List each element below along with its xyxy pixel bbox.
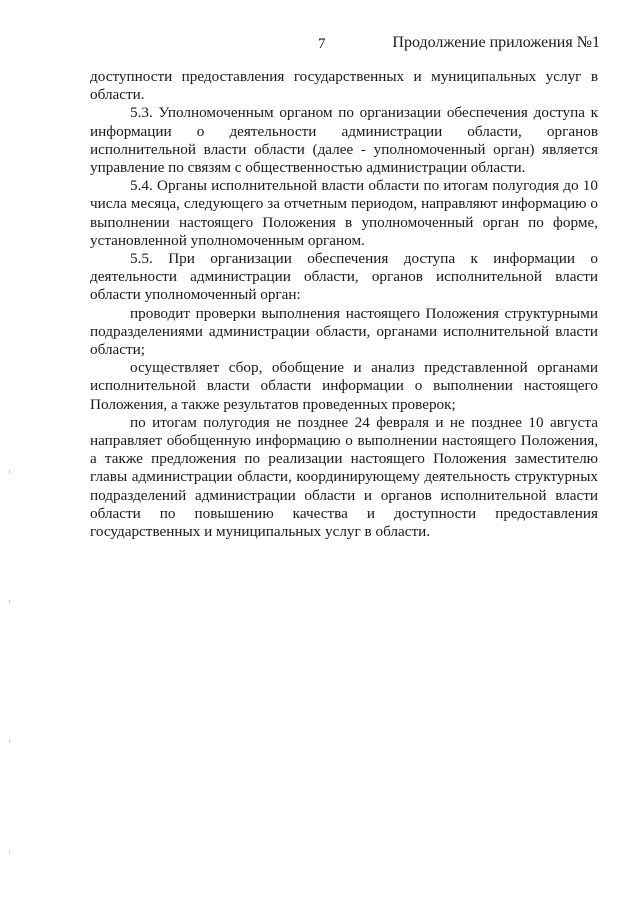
page-number: 7 xyxy=(318,36,326,52)
document-body xyxy=(90,68,598,541)
paragraph-5-3: 5.3. Уполномоченным органом по организации обеспечения доступа к информации о деятельности администрации области, органов исполнительной власти области (далее - уполномоченный орган) является управление по связям с общественностью администрации области. xyxy=(90,104,598,177)
paragraph-5-5: 5.5. При организации обеспечения доступа к информации о деятельности администрации области, органов исполнительной власти области уполномоченный орган: xyxy=(90,250,598,304)
list-item-report: по итогам полугодия не позднее 24 февраля и не позднее 10 августа направляет обобщенную информацию о выполнении настоящего Положения, а также предложения по реализации настоящего Положения заместителю главы администрации области, координирующему деятельность структурных подразделений администрации области и органов исполнительной власти области по повышению качества и доступности предоставления государственных и муниципальных услуг в области. xyxy=(90,413,598,541)
list-item-inspections: проводит проверки выполнения настоящего Положения структурными подразделениями администрации области, органами исполнительной власти области; xyxy=(90,304,598,359)
scan-mark xyxy=(9,740,10,743)
scan-mark xyxy=(9,600,10,603)
scan-mark xyxy=(9,470,10,473)
running-head: Продолжение приложения №1 xyxy=(392,34,600,51)
paragraph-continuation: доступности предоставления государственных и муниципальных услуг в области. xyxy=(90,68,598,104)
paragraph-5-4: 5.4. Органы исполнительной власти области по итогам полугодия до 10 числа месяца, следующего за отчетным периодом, направляют информацию о выполнении настоящего Положения в уполномоченный орган по форме, установленной уполномоченным органом. xyxy=(90,177,598,249)
list-item-collection: осуществляет сбор, обобщение и анализ представленной органами исполнительной власти области информации о выполнении настоящего Положения, а также результатов проведенных проверок; xyxy=(90,359,598,413)
scan-mark xyxy=(9,850,10,853)
